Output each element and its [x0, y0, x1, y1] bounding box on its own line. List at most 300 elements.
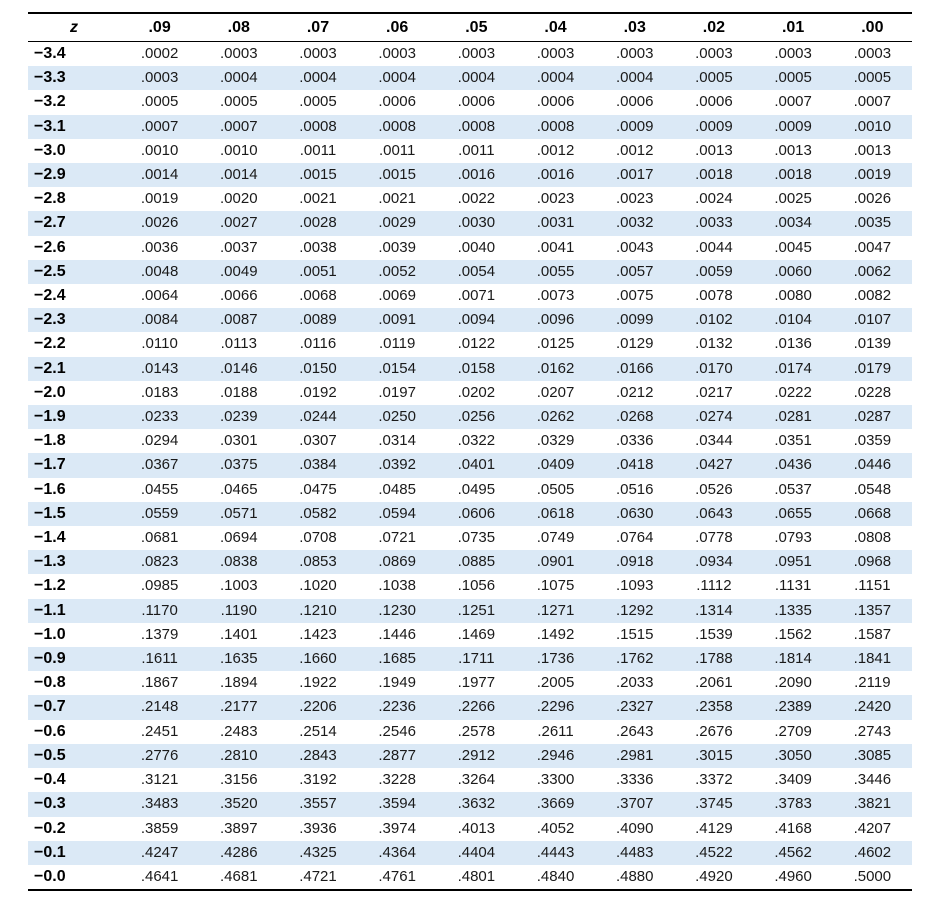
probability-cell: .0006 — [615, 93, 654, 111]
probability-cell: .0212 — [615, 383, 654, 401]
probability-cell: .2578 — [457, 722, 496, 740]
probability-cell: .3372 — [695, 771, 733, 789]
probability-cell: .0643 — [695, 504, 733, 522]
probability-cell: .0853 — [299, 553, 337, 571]
standard-normal-table — [28, 14, 912, 889]
probability-cell: .0808 — [853, 529, 892, 547]
probability-cell: .0037 — [220, 238, 258, 256]
probability-cell: .3897 — [220, 819, 258, 837]
probability-cell: .0548 — [853, 480, 892, 498]
probability-cell: .0287 — [853, 408, 892, 426]
probability-cell: .2266 — [457, 698, 496, 716]
probability-cell: .0004 — [536, 69, 575, 87]
probability-cell: .4052 — [536, 819, 575, 837]
probability-cell: .0048 — [140, 262, 179, 280]
probability-cell: .0019 — [140, 190, 179, 208]
probability-cell: .1112 — [696, 577, 732, 595]
z-value-cell: −0.9 — [34, 650, 66, 668]
probability-cell: .0004 — [615, 69, 654, 87]
probability-cell: .1587 — [853, 625, 892, 643]
probability-cell: .0281 — [774, 408, 812, 426]
probability-cell: .0005 — [299, 93, 337, 111]
probability-cell: .0436 — [774, 456, 812, 474]
probability-cell: .2177 — [220, 698, 258, 716]
probability-cell: .3156 — [220, 771, 258, 789]
probability-cell: .0017 — [615, 166, 654, 184]
probability-cell: .3409 — [774, 771, 812, 789]
probability-cell: .0418 — [615, 456, 654, 474]
probability-cell: .0351 — [774, 432, 812, 450]
probability-cell: .0823 — [140, 553, 179, 571]
table-row — [28, 478, 912, 502]
probability-cell: .0043 — [615, 238, 654, 256]
probability-cell: .0367 — [140, 456, 179, 474]
probability-cell: .1170 — [141, 601, 178, 619]
probability-cell: .0007 — [774, 93, 812, 111]
probability-cell: .3859 — [140, 819, 179, 837]
z-value-cell: −2.9 — [34, 166, 66, 184]
probability-cell: .0256 — [457, 408, 496, 426]
table-row — [28, 66, 912, 90]
probability-cell: .0559 — [140, 504, 179, 522]
probability-cell: .4364 — [378, 843, 416, 861]
probability-cell: .2676 — [695, 722, 733, 740]
probability-cell: .0985 — [140, 577, 179, 595]
z-value-cell: −3.2 — [34, 93, 66, 111]
z-value-cell: −1.4 — [34, 529, 66, 547]
table-row — [28, 720, 912, 744]
probability-cell: .0091 — [378, 311, 416, 329]
probability-cell: .0055 — [536, 262, 575, 280]
probability-cell: .0040 — [457, 238, 496, 256]
probability-cell: .0084 — [140, 311, 179, 329]
probability-cell: .0778 — [695, 529, 733, 547]
probability-cell: .0537 — [774, 480, 812, 498]
probability-cell: .4641 — [140, 867, 179, 885]
probability-cell: .0094 — [457, 311, 496, 329]
table-row — [28, 695, 912, 719]
probability-cell: .0087 — [220, 311, 258, 329]
probability-cell: .2981 — [615, 746, 654, 764]
probability-cell: .2877 — [378, 746, 416, 764]
z-value-cell: −0.0 — [34, 867, 66, 885]
column-header: .03 — [595, 14, 674, 42]
probability-cell: .0571 — [220, 504, 258, 522]
probability-cell: .4681 — [220, 867, 258, 885]
probability-cell: .1446 — [378, 625, 416, 643]
z-value-cell: −1.7 — [34, 456, 66, 474]
probability-cell: .1922 — [299, 674, 337, 692]
probability-cell: .2236 — [378, 698, 416, 716]
probability-cell: .0060 — [774, 262, 812, 280]
probability-cell: .0207 — [536, 383, 575, 401]
probability-cell: .0069 — [378, 287, 416, 305]
probability-cell: .0003 — [615, 45, 654, 62]
probability-cell: .0009 — [695, 117, 733, 135]
column-header: .01 — [754, 14, 833, 42]
probability-cell: .0013 — [695, 141, 733, 159]
probability-cell: .0021 — [378, 190, 416, 208]
probability-cell: .0495 — [457, 480, 496, 498]
probability-cell: .0003 — [774, 45, 812, 62]
probability-cell: .0239 — [220, 408, 258, 426]
z-value-cell: −0.5 — [34, 746, 66, 764]
probability-cell: .0071 — [457, 287, 496, 305]
probability-cell: .0082 — [853, 287, 892, 305]
probability-cell: .1357 — [853, 601, 892, 619]
probability-cell: .0793 — [774, 529, 812, 547]
table-row — [28, 841, 912, 865]
probability-cell: .0096 — [536, 311, 575, 329]
probability-cell: .0003 — [457, 45, 496, 62]
probability-cell: .0630 — [615, 504, 654, 522]
z-value-cell: −2.7 — [34, 214, 66, 232]
z-value-cell: −0.2 — [34, 819, 66, 837]
probability-cell: .4562 — [774, 843, 812, 861]
probability-cell: .4090 — [615, 819, 654, 837]
table-row — [28, 163, 912, 187]
probability-cell: .4286 — [220, 843, 258, 861]
probability-cell: .0359 — [853, 432, 892, 450]
probability-cell: .2358 — [695, 698, 733, 716]
probability-cell: .1379 — [140, 625, 179, 643]
probability-cell: .0012 — [536, 141, 575, 159]
probability-cell: .3264 — [457, 771, 496, 789]
probability-cell: .0197 — [378, 383, 416, 401]
z-value-cell: −0.7 — [34, 698, 66, 716]
probability-cell: .0013 — [774, 141, 812, 159]
probability-cell: .0344 — [695, 432, 733, 450]
z-value-cell: −2.0 — [34, 383, 66, 401]
probability-cell: .0250 — [378, 408, 416, 426]
probability-cell: .0228 — [853, 383, 892, 401]
probability-cell: .4920 — [695, 867, 733, 885]
table-header — [28, 14, 912, 42]
probability-cell: .1469 — [457, 625, 496, 643]
probability-cell: .0606 — [457, 504, 496, 522]
probability-cell: .0918 — [615, 553, 654, 571]
probability-cell: .0066 — [220, 287, 258, 305]
table-row — [28, 42, 912, 67]
z-value-cell: −3.4 — [34, 45, 66, 62]
probability-cell: .0011 — [458, 141, 495, 159]
probability-cell: .0006 — [695, 93, 733, 111]
probability-cell: .2451 — [140, 722, 179, 740]
probability-cell: .0838 — [220, 553, 258, 571]
probability-cell: .0162 — [536, 359, 575, 377]
probability-cell: .0526 — [695, 480, 733, 498]
probability-cell: .0006 — [536, 93, 575, 111]
probability-cell: .1515 — [615, 625, 654, 643]
probability-cell: .1251 — [457, 601, 496, 619]
probability-cell: .4960 — [774, 867, 812, 885]
probability-cell: .0018 — [695, 166, 733, 184]
probability-cell: .2389 — [774, 698, 812, 716]
z-value-cell: −2.4 — [34, 287, 66, 305]
probability-cell: .0582 — [299, 504, 337, 522]
probability-cell: .0244 — [299, 408, 337, 426]
probability-cell: .0003 — [536, 45, 575, 62]
probability-cell: .1401 — [220, 625, 258, 643]
probability-cell: .0062 — [853, 262, 892, 280]
probability-cell: .0721 — [378, 529, 416, 547]
column-header: .08 — [199, 14, 278, 42]
probability-cell: .0073 — [536, 287, 575, 305]
probability-cell: .1660 — [299, 650, 337, 668]
probability-cell: .4801 — [457, 867, 496, 885]
probability-cell: .0009 — [774, 117, 812, 135]
probability-cell: .4761 — [378, 867, 416, 885]
probability-cell: .0008 — [299, 117, 337, 135]
probability-cell: .2643 — [615, 722, 654, 740]
table-row — [28, 187, 912, 211]
probability-cell: .3974 — [378, 819, 416, 837]
probability-cell: .0057 — [615, 262, 654, 280]
probability-cell: .3745 — [695, 795, 733, 813]
probability-cell: .0113 — [220, 335, 257, 353]
table-row — [28, 381, 912, 405]
probability-cell: .0934 — [695, 553, 733, 571]
probability-cell: .2033 — [615, 674, 654, 692]
column-header: .07 — [278, 14, 357, 42]
z-value-cell: −3.1 — [34, 117, 66, 135]
probability-cell: .0336 — [615, 432, 654, 450]
probability-cell: .2514 — [299, 722, 337, 740]
probability-cell: .1075 — [536, 577, 575, 595]
probability-cell: .0401 — [457, 456, 496, 474]
probability-cell: .0465 — [220, 480, 258, 498]
probability-cell: .1492 — [536, 625, 575, 643]
probability-cell: .0104 — [774, 311, 812, 329]
probability-cell: .0122 — [457, 335, 496, 353]
probability-cell: .0011 — [378, 141, 416, 159]
probability-cell: .0107 — [853, 311, 892, 329]
probability-cell: .0146 — [220, 359, 258, 377]
probability-cell: .1210 — [299, 601, 337, 619]
probability-cell: .0003 — [853, 45, 892, 62]
probability-cell: .0505 — [536, 480, 575, 498]
probability-cell: .2843 — [299, 746, 337, 764]
probability-cell: .0005 — [140, 93, 179, 111]
table-row — [28, 115, 912, 139]
probability-cell: .1867 — [140, 674, 179, 692]
probability-cell: .4247 — [140, 843, 179, 861]
column-header: .02 — [674, 14, 753, 42]
probability-cell: .3821 — [853, 795, 892, 813]
table-row — [28, 599, 912, 623]
probability-cell: .0016 — [536, 166, 575, 184]
probability-cell: .0170 — [695, 359, 733, 377]
probability-cell: .3707 — [615, 795, 654, 813]
probability-cell: .0075 — [615, 287, 654, 305]
probability-cell: .0694 — [220, 529, 258, 547]
probability-cell: .0618 — [536, 504, 575, 522]
probability-cell: .0132 — [695, 335, 733, 353]
probability-cell: .2709 — [774, 722, 812, 740]
z-value-cell: −0.3 — [34, 795, 66, 813]
probability-cell: .0007 — [140, 117, 179, 135]
probability-cell: .0885 — [457, 553, 496, 571]
probability-cell: .3446 — [853, 771, 892, 789]
probability-cell: .0004 — [299, 69, 337, 87]
header-row — [28, 14, 912, 42]
z-value-cell: −1.3 — [34, 553, 66, 571]
z-value-cell: −1.9 — [34, 408, 66, 426]
probability-cell: .0268 — [615, 408, 654, 426]
z-value-cell: −1.1 — [34, 601, 66, 619]
probability-cell: .0047 — [853, 238, 892, 256]
probability-cell: .0005 — [695, 69, 733, 87]
probability-cell: .0010 — [853, 117, 892, 135]
probability-cell: .0003 — [299, 45, 337, 62]
z-value-cell: −2.3 — [34, 311, 66, 329]
probability-cell: .4168 — [774, 819, 812, 837]
table-row — [28, 550, 912, 574]
probability-cell: .3594 — [378, 795, 416, 813]
probability-cell: .0029 — [378, 214, 416, 232]
probability-cell: .3121 — [140, 771, 179, 789]
probability-cell: .0041 — [536, 238, 575, 256]
probability-cell: .2206 — [299, 698, 337, 716]
probability-cell: .1314 — [695, 601, 733, 619]
probability-cell: .0080 — [774, 287, 812, 305]
probability-cell: .1611 — [141, 650, 178, 668]
probability-cell: .0274 — [695, 408, 733, 426]
probability-cell: .0968 — [853, 553, 892, 571]
table-row — [28, 308, 912, 332]
probability-cell: .0222 — [774, 383, 812, 401]
z-value-cell: −1.0 — [34, 625, 66, 643]
table-row — [28, 357, 912, 381]
probability-cell: .0049 — [220, 262, 258, 280]
probability-cell: .0116 — [299, 335, 337, 353]
probability-cell: .3050 — [774, 746, 812, 764]
probability-cell: .0007 — [853, 93, 892, 111]
probability-cell: .0951 — [774, 553, 812, 571]
probability-cell: .1711 — [458, 650, 495, 668]
z-value-cell: −0.1 — [34, 843, 66, 861]
probability-cell: .1271 — [536, 601, 575, 619]
z-value-cell: −1.6 — [34, 480, 66, 498]
probability-cell: .1038 — [378, 577, 416, 595]
column-header: .00 — [833, 14, 912, 42]
probability-cell: .0026 — [140, 214, 179, 232]
table-row — [28, 574, 912, 598]
probability-cell: .0068 — [299, 287, 337, 305]
probability-cell: .0022 — [457, 190, 496, 208]
probability-cell: .0018 — [774, 166, 812, 184]
probability-cell: .0764 — [615, 529, 654, 547]
table-row — [28, 768, 912, 792]
probability-cell: .0314 — [378, 432, 416, 450]
probability-cell: .0003 — [378, 45, 416, 62]
probability-cell: .1003 — [220, 577, 258, 595]
probability-cell: .0020 — [220, 190, 258, 208]
probability-cell: .0015 — [378, 166, 416, 184]
probability-cell: .0078 — [695, 287, 733, 305]
probability-cell: .0668 — [853, 504, 892, 522]
table-row — [28, 236, 912, 260]
z-value-cell: −0.6 — [34, 722, 66, 740]
z-value-cell: −2.5 — [34, 262, 66, 280]
probability-cell: .0455 — [140, 480, 179, 498]
probability-cell: .0002 — [140, 45, 179, 62]
probability-cell: .1894 — [220, 674, 258, 692]
probability-cell: .1292 — [615, 601, 654, 619]
probability-cell: .0901 — [536, 553, 575, 571]
probability-cell: .0158 — [457, 359, 496, 377]
z-value-cell: −2.8 — [34, 190, 66, 208]
probability-cell: .2296 — [536, 698, 575, 716]
probability-cell: .0025 — [774, 190, 812, 208]
table-row — [28, 526, 912, 550]
probability-cell: .0202 — [457, 383, 496, 401]
probability-cell: .0064 — [140, 287, 179, 305]
probability-cell: .0110 — [141, 335, 178, 353]
probability-cell: .0003 — [140, 69, 179, 87]
table-row — [28, 671, 912, 695]
probability-cell: .0136 — [774, 335, 812, 353]
probability-cell: .0039 — [378, 238, 416, 256]
probability-cell: .1762 — [615, 650, 654, 668]
probability-cell: .0375 — [220, 456, 258, 474]
probability-cell: .0384 — [299, 456, 337, 474]
probability-cell: .0034 — [774, 214, 812, 232]
probability-cell: .0409 — [536, 456, 575, 474]
probability-cell: .0014 — [140, 166, 179, 184]
probability-cell: .3783 — [774, 795, 812, 813]
probability-cell: .0006 — [378, 93, 416, 111]
probability-cell: .0013 — [853, 141, 892, 159]
probability-cell: .1131 — [774, 577, 812, 595]
probability-cell: .4522 — [695, 843, 733, 861]
probability-cell: .0294 — [140, 432, 179, 450]
probability-cell: .0008 — [378, 117, 416, 135]
probability-cell: .1685 — [378, 650, 416, 668]
column-header: .05 — [437, 14, 516, 42]
probability-cell: .1151 — [854, 577, 891, 595]
probability-cell: .0005 — [853, 69, 892, 87]
probability-cell: .0023 — [615, 190, 654, 208]
z-value-cell: −1.8 — [34, 432, 66, 450]
probability-cell: .1949 — [378, 674, 416, 692]
probability-cell: .2090 — [774, 674, 812, 692]
probability-cell: .1841 — [853, 650, 892, 668]
table-row — [28, 429, 912, 453]
probability-cell: .3336 — [615, 771, 654, 789]
probability-cell: .0008 — [457, 117, 496, 135]
table-row — [28, 90, 912, 114]
probability-cell: .0307 — [299, 432, 337, 450]
probability-cell: .0059 — [695, 262, 733, 280]
probability-cell: .0179 — [853, 359, 892, 377]
probability-cell: .3015 — [695, 746, 733, 764]
probability-cell: .0028 — [299, 214, 337, 232]
probability-cell: .2061 — [695, 674, 733, 692]
probability-cell: .0026 — [853, 190, 892, 208]
probability-cell: .0262 — [536, 408, 575, 426]
probability-cell: .4880 — [615, 867, 654, 885]
probability-cell: .3520 — [220, 795, 258, 813]
probability-cell: .0125 — [536, 335, 575, 353]
probability-cell: .1230 — [378, 601, 416, 619]
probability-cell: .0150 — [299, 359, 337, 377]
probability-cell: .0681 — [140, 529, 179, 547]
probability-cell: .0005 — [774, 69, 812, 87]
probability-cell: .2483 — [220, 722, 258, 740]
probability-cell: .0027 — [220, 214, 258, 232]
probability-cell: .1635 — [220, 650, 258, 668]
